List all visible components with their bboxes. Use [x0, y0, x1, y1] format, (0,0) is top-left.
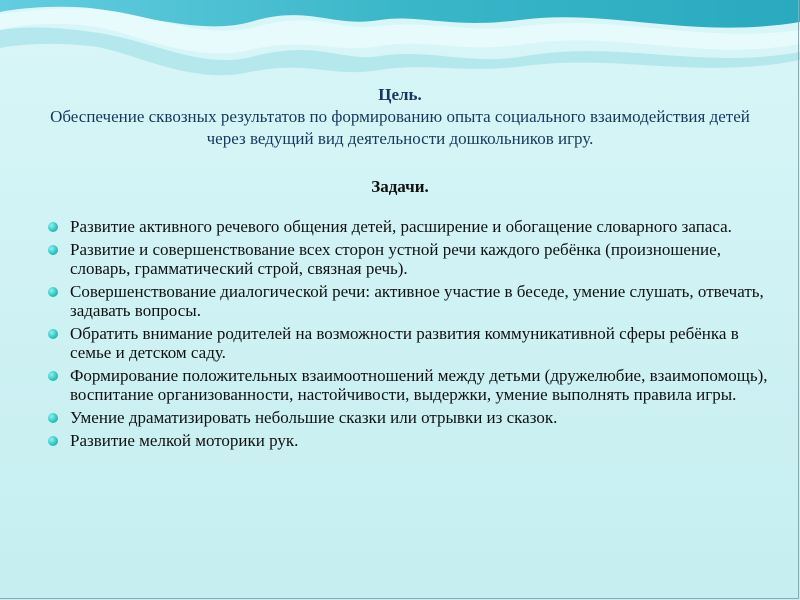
task-item — [48, 282, 768, 320]
goal-block — [30, 84, 770, 150]
bullet-dot-icon — [48, 436, 58, 446]
task-text: Умение драматизировать небольшие сказки или отрывки из сказок. — [70, 408, 558, 427]
goal-text: Обеспечение сквозных результатов по формированию опыта социального взаимодействия детей через ведущий вид деятельности дошкольников игру. — [50, 107, 750, 148]
task-text: Развитие активного речевого общения детей, расширение и обогащение словарного запаса. — [70, 217, 732, 236]
goal-title: Цель. — [378, 85, 422, 104]
task-item — [48, 366, 768, 404]
task-text: Формирование положительных взаимоотношений между детьми (дружелюбие, взаимопомощь), воспитание организованности, настойчивости, выдержки, умение выполнять правила игры. — [70, 366, 768, 404]
bullet-dot-icon — [48, 287, 58, 297]
task-item — [48, 240, 768, 278]
task-list — [48, 217, 768, 454]
task-text: Развитие мелкой моторики рук. — [70, 431, 299, 450]
tasks-title: Задачи. — [371, 177, 429, 196]
task-item — [48, 324, 768, 362]
bullet-dot-icon — [48, 329, 58, 339]
task-item — [48, 408, 768, 427]
bullet-dot-icon — [48, 245, 58, 255]
task-text: Обратить внимание родителей на возможности развития коммуникативной сферы ребёнка в семье и детском саду. — [70, 324, 739, 362]
task-text: Развитие и совершенствование всех сторон устной речи каждого ребёнка (произношение, словарь, грамматический строй, связная речь). — [70, 240, 721, 278]
bullet-dot-icon — [48, 222, 58, 232]
bullet-dot-icon — [48, 413, 58, 423]
task-text: Совершенствование диалогической речи: активное участие в беседе, умение слушать, отвечать, задавать вопросы. — [70, 282, 764, 320]
task-item — [48, 217, 768, 236]
bullet-dot-icon — [48, 371, 58, 381]
task-item — [48, 431, 768, 450]
